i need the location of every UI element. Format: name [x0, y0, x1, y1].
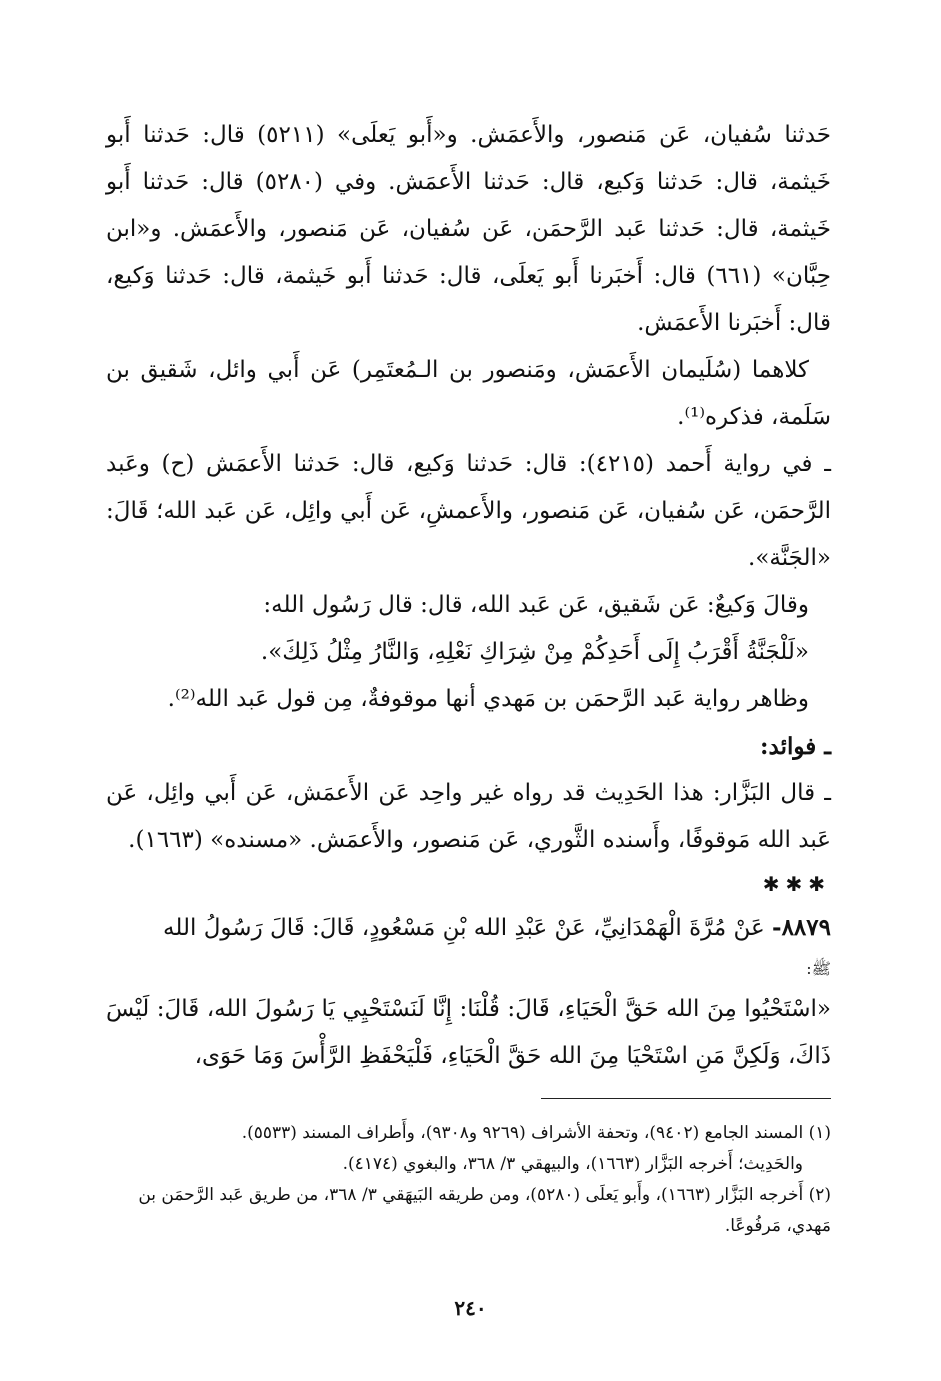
footnote-2: (٢) أَخرجه البَزَّار (١٦٦٣)، وأَبو يَعلَى (٥٢٨٠)، ومن طريقه البَيهَقي ٣/ ٣٦٨، من طريق عَبد الرَّحمَن بن مَهدي، مَرفُوعًا.: [138, 1185, 831, 1236]
paragraph-bazzar-comment: ـ قال البَزَّار: هذا الحَدِيث قد رواه غير واحِد عَن الأَعمَش، عَن أَبي وائِل، عَن عَبد الله مَوقوفًا، وأَسنده الثَّوري، عَن مَنصور، والأَعمَش. «مسنده» (١٦٦٣).: [106, 780, 831, 853]
paragraph-chain-of-narration: حَدثنا سُفيان، عَن مَنصور، والأَعمَش. و«أَبو يَعلَى» (٥٢١١) قال: حَدثنا أَبو خَيثمة، قال: حَدثنا وَكيع، قال: حَدثنا الأَعمَش. وفي (٥٢٨٠) قال: حَدثنا أَبو خَيثمة، قال: حَدثنا عَبد الرَّحمَن، عَن سُفيان، عَن مَنصور، والأَعمَش. و«ابن حِبَّان» (٦٦١) قال: أَخبَرنا أَبو يَعلَى، قال: حَدثنا أَبو خَيثمة، قال: حَدثنا وَكيع، قال: أَخبَرنا الأَعمَش.: [106, 122, 831, 336]
hadith-8879-chain: عَنْ مُرَّةَ الْهَمْدَانِيِّ، عَنْ عَبْدِ الله بْنِ مَسْعُودٍ، قَالَ: قَالَ رَسُولُ الله: [163, 915, 773, 941]
hadith-number: ٨٨٧٩-: [772, 914, 831, 941]
hadith-quote-paradise: «لَلْجَنَّةُ أَقْرَبُ إِلَى أَحَدِكُمْ مِنْ شِرَاكِ نَعْلِهِ، وَالنَّارُ مِثْلُ ذَلِكَ».: [260, 639, 809, 665]
page-number: ٢٤٠: [454, 1296, 487, 1320]
section-separator-stars: ✱✱✱: [762, 872, 831, 896]
footnote-1: (١) المسند الجامع (٩٤٠٢)، وتحفة الأشراف (٩٢٦٩ و٩٣٠٨)، وأَطراف المسند (٥٥٣٣).: [241, 1123, 831, 1143]
paragraph-waki-narration: وقالَ وَكيعٌ: عَن شَقيق، عَن عَبد الله، قال: قال رَسُول الله:: [263, 592, 809, 618]
hadith-8879-text: «اسْتَحْيُوا مِنَ الله حَقَّ الْحَيَاءِ، قَالَ: قُلْنَا: إِنَّا لَنَسْتَحْيِي يَا رَسُولَ الله، قَالَ: لَيْسَ ذَاكَ، وَلَكِنَّ مَنِ اسْتَحْيَا مِنَ الله حَقَّ الْحَيَاءِ، فَلْيَحْفَظِ الرَّأْسَ وَمَا حَوَى،: [106, 996, 831, 1069]
benefits-heading: ـ فوائد:: [760, 733, 831, 760]
footnote-separator-line: [541, 1098, 831, 1099]
paragraph-abdulrahman-note: وظاهر رواية عَبد الرَّحمَن بن مَهدي أنها موقوفةٌ، مِن قول عَبد الله⁽²⁾.: [167, 686, 809, 712]
salawat-glyph: ﷺ:: [806, 959, 831, 978]
footnote-1-continuation: والحَدِيث؛ أَخرجه البَزَّار (١٦٦٣)، والبيهقي ٣/ ٣٦٨، والبغوي (٤١٧٤).: [342, 1154, 803, 1174]
hadith-8879-intro: [106, 904, 831, 952]
main-text: [106, 112, 831, 1080]
footnotes: [106, 1118, 831, 1242]
paragraph-ahmad-narration: ـ في رواية أَحمد (٤٢١٥): قال: حَدثنا وَكيع، قال: حَدثنا الأَعمَش (ح) وعَبد الرَّحمَن، عَن سُفيان، عَن مَنصور، والأَعمشِ، عَن أَبي وائِل، عَن عَبد الله؛ قَالَ: «الجَنَّة».: [106, 451, 831, 571]
paragraph-both-narrators: كلاهما (سُلَيمان الأَعمَش، ومَنصور بن الـمُعتَمِر) عَن أَبي وائل، شَقيق بن سَلَمة، فذكره⁽¹⁾.: [106, 357, 831, 430]
